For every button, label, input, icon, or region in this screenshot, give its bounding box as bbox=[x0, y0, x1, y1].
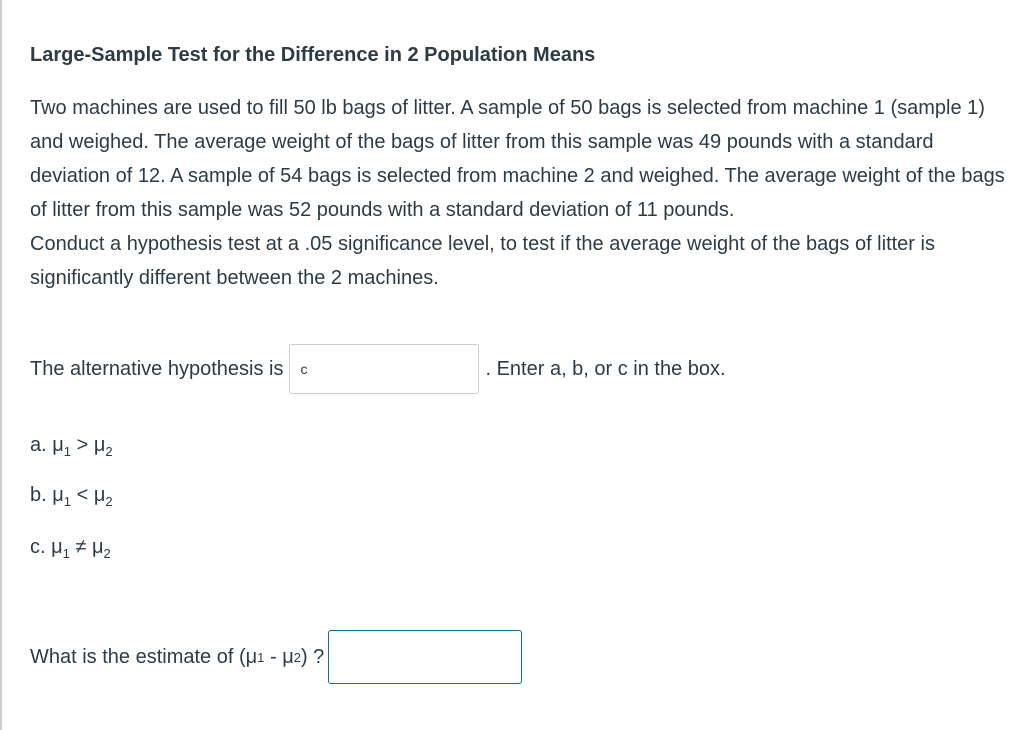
subscript: 2 bbox=[105, 444, 113, 459]
mu-symbol: μ bbox=[93, 484, 106, 506]
operator: > bbox=[76, 434, 89, 456]
mu-symbol: μ bbox=[51, 536, 63, 558]
operator: ≠ bbox=[75, 536, 87, 558]
estimate-answer-input[interactable] bbox=[328, 630, 522, 684]
option-letter: a. bbox=[30, 434, 47, 456]
option-c bbox=[30, 536, 111, 561]
estimate-prefix: What is the estimate of ( bbox=[30, 645, 246, 668]
minus-sign: - bbox=[264, 645, 283, 668]
subscript: 2 bbox=[103, 546, 111, 561]
alternative-suffix: . Enter a, b, or c in the box. bbox=[485, 357, 726, 380]
left-border bbox=[0, 0, 2, 730]
problem-paragraph-2: Conduct a hypothesis test at a .05 significance level, to test if the average weight of the bags of litter is significantly different between the 2 machines. bbox=[30, 233, 935, 289]
mu-symbol: μ bbox=[52, 484, 64, 506]
subscript: 1 bbox=[63, 444, 72, 459]
mu-symbol: μ bbox=[93, 434, 106, 456]
subscript: 1 bbox=[257, 649, 265, 665]
option-letter: c. bbox=[30, 536, 46, 558]
mu-symbol: μ bbox=[92, 536, 104, 558]
mu-symbol: μ bbox=[52, 434, 64, 456]
alternative-prefix: The alternative hypothesis is bbox=[30, 357, 284, 380]
subscript: 1 bbox=[62, 546, 70, 561]
estimate-row bbox=[30, 630, 522, 684]
mu-symbol: μ bbox=[282, 645, 294, 668]
mu-symbol: μ bbox=[245, 645, 258, 668]
alternative-answer-input[interactable] bbox=[289, 344, 479, 394]
alternative-hypothesis-row bbox=[30, 342, 726, 396]
option-b bbox=[30, 484, 113, 509]
option-letter: b. bbox=[30, 484, 47, 506]
estimate-suffix: ) ? bbox=[300, 645, 325, 668]
question-title: Large-Sample Test for the Difference in 2 Population Means bbox=[30, 44, 596, 66]
option-a bbox=[30, 434, 113, 459]
problem-text bbox=[30, 91, 1005, 295]
operator: < bbox=[76, 484, 89, 506]
subscript: 1 bbox=[63, 494, 72, 509]
subscript: 2 bbox=[293, 649, 301, 665]
subscript: 2 bbox=[105, 494, 113, 509]
problem-paragraph-1: Two machines are used to fill 50 lb bags of litter. A sample of 50 bags is selected from machine 1 (sample 1) and weighed. The average weight of the bags of litter from this sample was 49 pounds with a standard deviation of 12. A sample of 54 bags is selected from machine 2 and weighed. The average weight of the bags of litter from this sample was 52 pounds with a standard deviation of 11 pounds. bbox=[30, 97, 1005, 221]
